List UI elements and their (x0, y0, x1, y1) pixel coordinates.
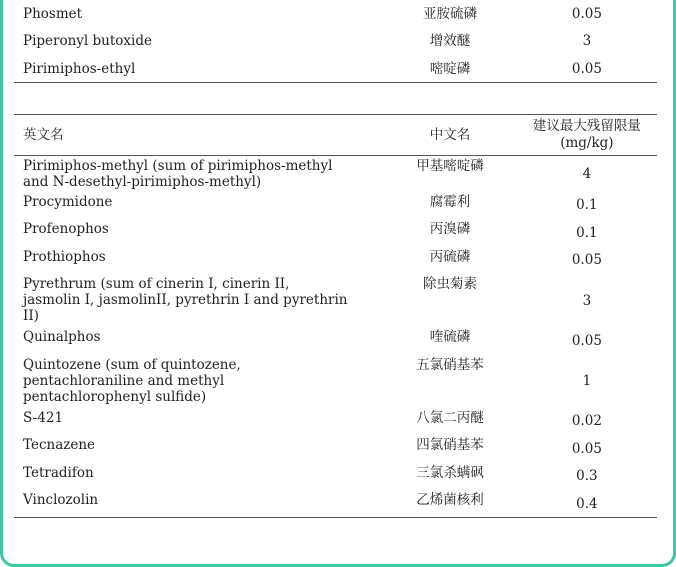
english-name: Pirimiphos-ethyl (23, 60, 136, 77)
chinese-name: 亚胺硫磷 (422, 5, 477, 22)
mrl-value: 1 (582, 373, 592, 389)
mrl-value: 0.3 (576, 468, 598, 485)
mrl-value: 4 (582, 165, 592, 182)
english-name: Piperonyl butoxide (23, 33, 152, 50)
chinese-name: 三氯杀螨砜 (416, 464, 484, 481)
chinese-name: 喹硫磷 (429, 329, 471, 345)
chinese-name: 八氯二丙醚 (416, 409, 484, 426)
table-row (14, 192, 657, 220)
english-name-line: Prothiophos (23, 248, 106, 265)
english-name-line: Pyrethrum (sum of cinerin I, cinerin II, (23, 276, 290, 292)
mrl-value: 0.05 (571, 440, 602, 457)
table-row (14, 219, 657, 247)
header-mrl (517, 115, 657, 156)
mrl-value: 0.1 (576, 197, 598, 214)
table-row (14, 490, 657, 518)
english-name (14, 463, 383, 491)
english-name-line: pentachlorophenyl sulfide) (23, 388, 207, 405)
mrl-value: 3 (582, 292, 592, 309)
table-row (14, 274, 657, 327)
english-name-line: and N-desethyl-pirimiphos-methyl) (23, 174, 262, 190)
english-name (14, 192, 383, 220)
mrl-value: 0.05 (571, 60, 602, 77)
mrl-value: 0.05 (571, 5, 602, 22)
english-name-line: Procymidone (23, 193, 113, 210)
english-name-line: Pirimiphos-methyl (sum of pirimiphos-methyl (23, 158, 333, 174)
table-row (14, 55, 657, 83)
chinese-name: 增效醚 (429, 33, 471, 50)
mrl-value: 0.4 (576, 495, 598, 512)
table-row (14, 408, 657, 436)
english-name: Phosmet (23, 5, 83, 22)
table-row (14, 327, 657, 355)
header-mrl-line1: 建议最大残留限量 (532, 118, 641, 134)
english-name (14, 247, 383, 275)
english-name-line: II) (23, 308, 39, 324)
english-name-line: Tecnazene (23, 437, 96, 453)
mrl-value: 0.1 (576, 224, 598, 241)
english-name (14, 327, 383, 355)
mrl-value: 0.05 (571, 252, 602, 269)
table-row (14, 463, 657, 491)
mrl-value: 0.05 (571, 332, 602, 349)
table-row (14, 247, 657, 275)
english-name-line: Profenophos (23, 221, 109, 237)
header-mrl-line2: (mg/kg) (560, 135, 614, 151)
english-name-line: Quinalphos (23, 329, 101, 345)
english-name-line: pentachloraniline and methyl (23, 372, 225, 389)
english-name-line: Quintozene (sum of quintozene, (23, 356, 241, 373)
header-english-name: 英文名 (14, 115, 383, 156)
chinese-name: 五氯硝基苯 (416, 356, 484, 373)
english-name (14, 156, 383, 192)
english-name (14, 408, 383, 436)
english-name (14, 219, 383, 247)
chinese-name: 乙烯菌核利 (416, 492, 484, 508)
table-row (14, 355, 657, 408)
english-name-line: jasmolin I, jasmolinII, pyrethrin I and pyrethrin (23, 292, 348, 308)
table-header-row (14, 115, 657, 156)
header-chinese-name: 中文名 (383, 115, 517, 156)
english-name (14, 490, 383, 518)
mrl-value: 0.02 (571, 413, 602, 430)
residue-table-top (14, 0, 657, 83)
english-name (14, 355, 383, 408)
chinese-name: 嘧啶磷 (429, 60, 471, 77)
chinese-name: 除虫菊素 (423, 276, 477, 292)
residue-table (14, 114, 657, 518)
english-name-line: Vinclozolin (23, 492, 99, 508)
table-row (14, 156, 657, 192)
english-name-line: Tetradifon (23, 464, 94, 481)
english-name (14, 435, 383, 463)
english-name-line: S-421 (23, 409, 64, 426)
english-name (14, 274, 383, 327)
chinese-name: 腐霉利 (429, 193, 471, 210)
table-row (14, 28, 657, 56)
table-row (14, 435, 657, 463)
chinese-name: 四氯硝基苯 (416, 437, 484, 453)
table-row (14, 0, 657, 28)
chinese-name: 丙溴磷 (429, 221, 471, 237)
mrl-value: 3 (582, 33, 592, 50)
chinese-name: 甲基嘧啶磷 (416, 158, 484, 174)
chinese-name: 丙硫磷 (429, 248, 471, 265)
